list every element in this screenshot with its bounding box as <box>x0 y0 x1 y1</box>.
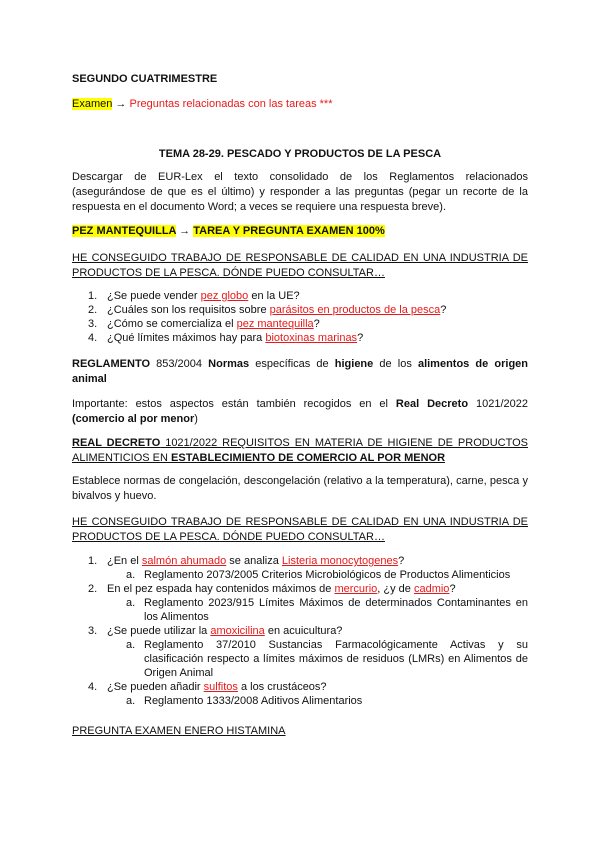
scenario-heading: HE CONSEGUIDO TRABAJO DE RESPONSABLE DE CALIDAD EN UNA INDUSTRIA DE PRODUCTOS DE LA PESCA. DÓNDE PUEDO CONSULTAR… <box>72 252 528 279</box>
tarea-line <box>72 224 528 239</box>
question-list <box>72 554 528 708</box>
tema-title: TEMA 28-29. PESCADO Y PRODUCTOS DE LA PESCA <box>158 148 442 160</box>
topic-link[interactable]: pez mantequilla <box>236 318 314 330</box>
real-decreto-heading: REAL DECRETO 1021/2022 REQUISITOS EN MATERIA DE HIGIENE DE PRODUCTOS ALIMENTICIOS EN ESTABLECIMIENTO DE COMERCIO AL POR MENOR <box>72 437 528 464</box>
sub-list-item: a. Reglamento 37/2010 Sustancias Farmacológicamente Activas y su clasificación respecto a límites máximos de residuos (LMRs) en Alimentos de Origen Animal <box>126 639 528 679</box>
list-item: 2. En el pez espada hay contenidos máximos de mercurio, ¿y de cadmio? <box>88 583 456 595</box>
list-item: 4. ¿Qué límites máximos hay para biotoxinas marinas? <box>88 332 364 344</box>
scenario-heading: HE CONSEGUIDO TRABAJO DE RESPONSABLE DE CALIDAD EN UNA INDUSTRIA DE PRODUCTOS DE LA PESCA. DÓNDE PUEDO CONSULTAR… <box>72 516 528 543</box>
arrow-icon: → <box>179 225 191 237</box>
exam-text: Preguntas relacionadas con las tareas *** <box>129 98 333 110</box>
question-list <box>72 289 528 345</box>
topic-link[interactable]: parásitos en productos de la pesca <box>269 304 441 316</box>
topic-link[interactable]: Listeria monocytogenes <box>281 555 399 567</box>
topic-link[interactable]: pez globo <box>200 290 249 302</box>
list-item: 3. ¿Se puede utilizar la amoxicilina en acuicultura? <box>88 625 343 637</box>
exam-note <box>72 97 528 112</box>
pregunta-examen-heading: PREGUNTA EXAMEN ENERO HISTAMINA <box>72 725 286 737</box>
intro-paragraph: Descargar de EUR-Lex el texto consolidado de los Reglamentos relacionados (asegurándose de que es el último) y responder a las preguntas (pegar un recorte de la respuesta en el documento Word; a veces se requiere una respuesta breve). <box>72 171 528 213</box>
topic-link[interactable]: cadmio <box>413 583 450 595</box>
real-decreto-description: Establece normas de congelación, descongelación (relativo a la temperatura), carne, pesca y bivalvos y huevo. <box>72 475 528 502</box>
tarea-subject: PEZ MANTEQUILLA <box>72 225 177 237</box>
topic-link[interactable]: sulfitos <box>203 681 238 693</box>
list-item: 3. ¿Cómo se comercializa el pez mantequilla? <box>88 318 320 330</box>
topic-link[interactable]: biotoxinas marinas <box>265 332 358 344</box>
list-item: 4. ¿Se pueden añadir sulfitos a los crustáceos? <box>88 681 327 693</box>
exam-label: Examen <box>72 98 113 110</box>
list-item: 1. ¿Se puede vender pez globo en la UE? <box>88 290 300 302</box>
topic-link[interactable]: salmón ahumado <box>141 555 227 567</box>
topic-link[interactable]: amoxicilina <box>210 625 265 637</box>
cuatrimestre-label: SEGUNDO CUATRIMESTRE <box>72 73 218 85</box>
topic-link[interactable]: mercurio <box>334 583 378 595</box>
sub-list-item: a. Reglamento 2023/915 Límites Máximos de determinados Contaminantes en los Alimentos <box>126 597 528 623</box>
list-item: 2. ¿Cuáles son los requisitos sobre parásitos en productos de la pesca? <box>88 304 447 316</box>
reglamento-853: REGLAMENTO 853/2004 Normas específicas de higiene de los alimentos de origen animal <box>72 358 528 385</box>
tarea-label: TAREA Y PREGUNTA EXAMEN 100% <box>193 225 385 237</box>
sub-list-item: a. Reglamento 2073/2005 Criterios Microbiológicos de Productos Alimenticios <box>126 569 511 581</box>
sub-list-item: a. Reglamento 1333/2008 Aditivos Alimentarios <box>126 695 363 707</box>
arrow-icon: → <box>115 98 127 110</box>
list-item: 1. ¿En el salmón ahumado se analiza Listeria monocytogenes? <box>88 555 405 567</box>
section-heading <box>72 72 528 87</box>
importante-note: Importante: estos aspectos están también recogidos en el Real Decreto 1021/2022 (comercio al por menor) <box>72 398 528 425</box>
